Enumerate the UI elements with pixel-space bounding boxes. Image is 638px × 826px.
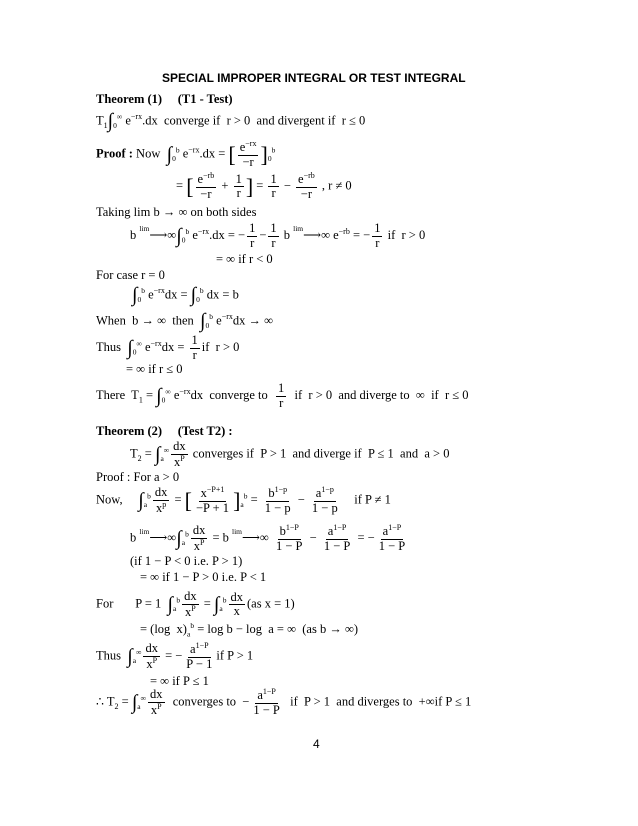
theorem2-heading [96,424,233,438]
cond-line: (if 1 − P < 0 i.e. P > 1) [130,554,243,568]
for-line: For P = 1 $\int_a^b$ $\frac{dx}{x^P}$ = $\int_a^b$ $\frac{dx}{x}$ (as x = 1) [96,589,295,619]
thus1-line: Thus $\int_0^\infty$ $e^{-rx}dx$ = $\frac{1}{r}$ if r > 0 [96,333,240,362]
page-title: SPECIAL IMPROPER INTEGRAL OR TEST INTEGRAL [162,71,466,85]
theorem2-tag: (Test T2) : [177,424,233,438]
theorem1-heading [96,92,233,106]
limit2-line: b $^{lim}⟶\infty\int_a^b$ $\frac{dx}{x^P}$ = b $^{lim}$⟶∞ $\frac{b^{1-P}}{1 - P}$ − $\frac{a^{1-P}}{1 - P}$ = − $\frac{a^{1-P}}{1 - P}$ [130,523,406,553]
case-line: $\int_0^b$ $e^{-rx}dx = \int_0^b$ dx = b [132,284,239,306]
proof1-line2: = [ $\frac{e^{-rb}}{-r}$ + $\frac{1}{r}$ ] = $\frac{1}{r}$ − $\frac{e^{-rb}}{-r}$ , r ≠ 0 [176,171,352,201]
proof-label: Proof : [96,146,133,161]
there-line: There $T_1 = \int_0^\infty$ $e^{-rx}dx$ converge to $\frac{1}{r}$ if r > 0 and diverge to ∞ if r ≤ 0 [96,381,469,410]
case-r0: For case r = 0 [96,268,165,282]
page-number: 4 [313,737,320,751]
thus1-line2: = ∞ if r ≤ 0 [126,362,183,376]
log-line: = (log $x)_a^b = \log b - \log a$ = ∞ (as b → ∞) [140,621,359,639]
theorem2-statement: $T_2 = \int_a^\infty$ $\frac{dx}{x^P}$ converges if P > 1 and diverge if P ≤ 1 and a > 0 [130,439,450,469]
taking-limit: Taking lim b → ∞ on both sides [96,205,257,219]
limit1-line: b $^{lim}⟶\infty\int_0^b$ $e^{-rx}.dx$ = − $\frac{1}{r}$ − $\frac{1}{r}$ b $^{lim}$⟶∞ $e^{-rb}$ = − $\frac{1}{r}$ if r > 0 [130,221,426,250]
thus2-line: Thus $\int_a^\infty$ $\frac{dx}{x^P}$ = − $\frac{a^{1-P}}{P - 1}$ if P > 1 [96,641,254,671]
limit1-line2: = ∞ if r < 0 [216,252,273,266]
theorem2-heading-text: Theorem (2) [96,424,163,438]
proof1-line1: Proof : Now $\int_0^b$ $e^{-rx}.dx$ = [ $\frac{e^{-rx}}{-r}$ ]$_0^b$ [96,139,276,169]
theorem1-statement: $T_1\int_0^\infty$ $e^{-rx}.dx$ converge if r > 0 and divergent if r ≤ 0 [96,110,366,132]
theorem1-heading-text: Theorem (1) [96,92,163,106]
proof2-line: Proof : For a > 0 [96,470,180,484]
when-line: When b → ∞ then $\int_0^b$ $e^{-rx}dx$ → ∞ [96,310,274,332]
thus2-line2: = ∞ if P ≤ 1 [150,674,209,688]
now2-line: Now, $\int_a^b$ $\frac{dx}{x^p}$ = [ $\frac{x^{-P+1}}{-P + 1}$ ]$_a^b$ = $\frac{b^{1-p}}{1 - p}$ − $\frac{a^{1-p}}{1 - p}$ if P ≠ 1 [96,485,391,515]
cond-line2: = ∞ if 1 − P > 0 i.e. P < 1 [140,570,267,584]
conclusion-line: ∴ $T_2 = \int_a^\infty$ $\frac{dx}{x^P}$ converges to − $\frac{a^{1-P}}{1 - P}$ if P > 1 and diverges to +∞if P ≤ 1 [96,687,472,717]
theorem1-tag: (T1 - Test) [177,92,233,106]
